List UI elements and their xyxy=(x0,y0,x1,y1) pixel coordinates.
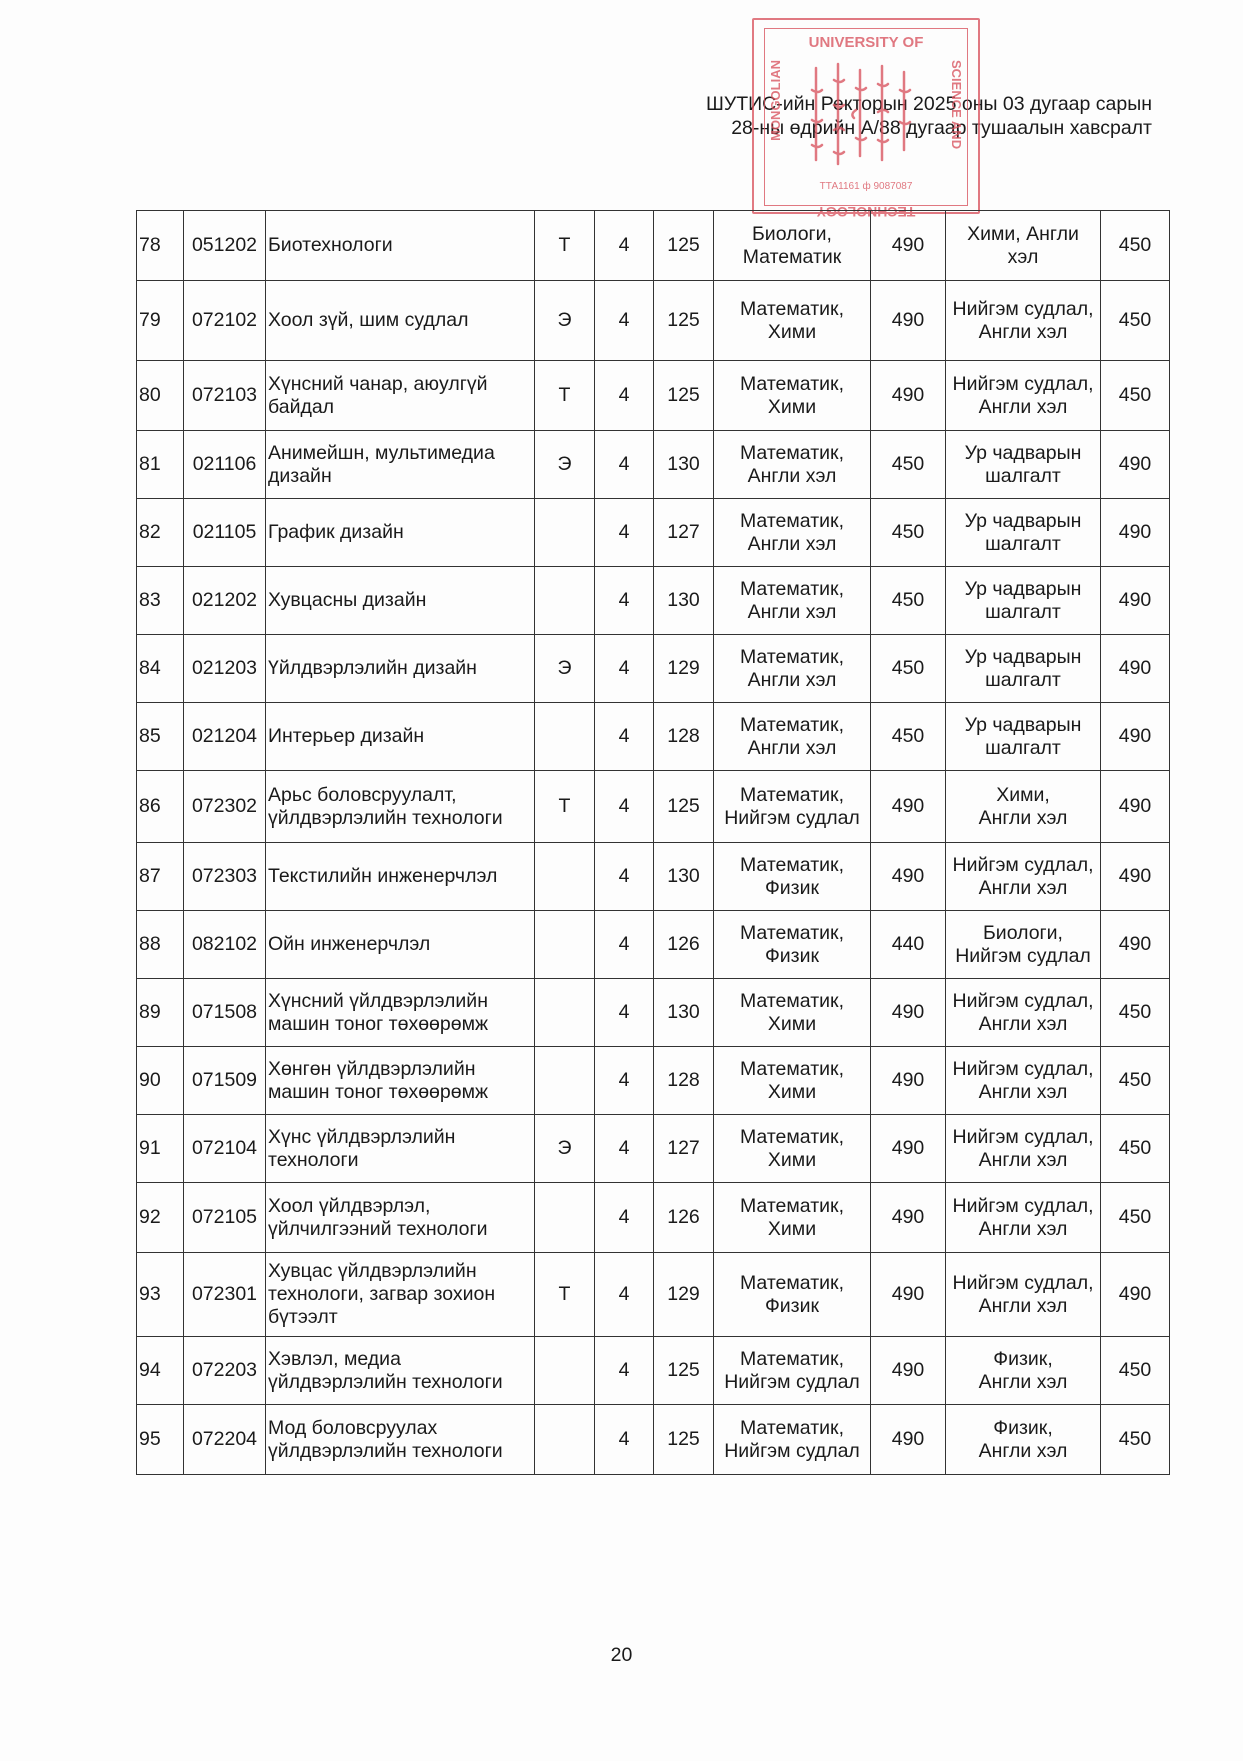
secondary-exam-subjects-cell: Ур чадварын шалгалт xyxy=(946,635,1101,703)
credit-count-cell: 130 xyxy=(654,431,714,499)
program-code-cell: 021202 xyxy=(184,567,266,635)
row-number-cell: 90 xyxy=(137,1047,184,1115)
credit-count-cell: 127 xyxy=(654,499,714,567)
program-code-cell: 051202 xyxy=(184,211,266,281)
table-row xyxy=(137,1115,1170,1183)
program-code-cell: 021106 xyxy=(184,431,266,499)
study-duration-cell: 4 xyxy=(595,1115,654,1183)
primary-threshold-score-cell: 490 xyxy=(871,1405,946,1475)
primary-exam-subjects-cell: Математик, Хими xyxy=(714,1183,871,1253)
program-mark-cell xyxy=(535,1183,595,1253)
program-name-cell: Интерьер дизайн xyxy=(266,703,535,771)
study-duration-cell: 4 xyxy=(595,1047,654,1115)
program-code-cell: 082102 xyxy=(184,911,266,979)
program-code-cell: 021105 xyxy=(184,499,266,567)
secondary-exam-subjects-cell: Нийгэм судлал, Англи хэл xyxy=(946,979,1101,1047)
row-number-cell: 84 xyxy=(137,635,184,703)
secondary-threshold-score-cell: 490 xyxy=(1101,1253,1170,1337)
secondary-exam-subjects-cell: Нийгэм судлал, Англи хэл xyxy=(946,361,1101,431)
program-name-cell: Текстилийн инженерчлэл xyxy=(266,843,535,911)
primary-threshold-score-cell: 490 xyxy=(871,1115,946,1183)
program-mark-cell: Т xyxy=(535,211,595,281)
program-code-cell: 021204 xyxy=(184,703,266,771)
row-number-cell: 88 xyxy=(137,911,184,979)
primary-threshold-score-cell: 490 xyxy=(871,771,946,843)
secondary-threshold-score-cell: 450 xyxy=(1101,1115,1170,1183)
primary-exam-subjects-cell: Математик, Нийгэм судлал xyxy=(714,771,871,843)
primary-threshold-score-cell: 450 xyxy=(871,567,946,635)
primary-exam-subjects-cell: Математик, Нийгэм судлал xyxy=(714,1337,871,1405)
row-number-cell: 87 xyxy=(137,843,184,911)
credit-count-cell: 126 xyxy=(654,911,714,979)
primary-threshold-score-cell: 450 xyxy=(871,635,946,703)
primary-exam-subjects-cell: Математик, Хими xyxy=(714,1115,871,1183)
primary-threshold-score-cell: 450 xyxy=(871,431,946,499)
table-row xyxy=(137,499,1170,567)
program-name-cell: Мод боловсруулах үйлдвэрлэлийн технологи xyxy=(266,1405,535,1475)
secondary-threshold-score-cell: 490 xyxy=(1101,635,1170,703)
row-number-cell: 93 xyxy=(137,1253,184,1337)
table-row xyxy=(137,1405,1170,1475)
table-row xyxy=(137,1337,1170,1405)
primary-threshold-score-cell: 490 xyxy=(871,361,946,431)
primary-exam-subjects-cell: Биологи, Математик xyxy=(714,211,871,281)
secondary-threshold-score-cell: 450 xyxy=(1101,281,1170,361)
table-row xyxy=(137,1253,1170,1337)
primary-exam-subjects-cell: Математик, Англи хэл xyxy=(714,567,871,635)
table-row xyxy=(137,911,1170,979)
table-row xyxy=(137,703,1170,771)
row-number-cell: 85 xyxy=(137,703,184,771)
primary-exam-subjects-cell: Математик, Хими xyxy=(714,281,871,361)
row-number-cell: 78 xyxy=(137,211,184,281)
credit-count-cell: 129 xyxy=(654,1253,714,1337)
study-duration-cell: 4 xyxy=(595,431,654,499)
table-row xyxy=(137,1047,1170,1115)
program-mark-cell: Т xyxy=(535,1253,595,1337)
table-row xyxy=(137,979,1170,1047)
program-code-cell: 071509 xyxy=(184,1047,266,1115)
study-duration-cell: 4 xyxy=(595,1337,654,1405)
program-name-cell: Ойн инженерчлэл xyxy=(266,911,535,979)
secondary-exam-subjects-cell: Нийгэм судлал, Англи хэл xyxy=(946,843,1101,911)
primary-exam-subjects-cell: Математик, Хими xyxy=(714,361,871,431)
study-duration-cell: 4 xyxy=(595,635,654,703)
primary-exam-subjects-cell: Математик, Физик xyxy=(714,843,871,911)
university-seal-stamp xyxy=(752,18,980,220)
program-code-cell: 072104 xyxy=(184,1115,266,1183)
primary-threshold-score-cell: 450 xyxy=(871,499,946,567)
row-number-cell: 94 xyxy=(137,1337,184,1405)
stamp-right-text: SCIENCE AND xyxy=(949,60,964,150)
primary-exam-subjects-cell: Математик, Нийгэм судлал xyxy=(714,1405,871,1475)
secondary-threshold-score-cell: 490 xyxy=(1101,911,1170,979)
program-name-cell: Хоол үйлдвэрлэл, үйлчилгээний технологи xyxy=(266,1183,535,1253)
program-mark-cell: Т xyxy=(535,361,595,431)
program-mark-cell: Э xyxy=(535,431,595,499)
secondary-threshold-score-cell: 450 xyxy=(1101,1337,1170,1405)
secondary-exam-subjects-cell: Нийгэм судлал, Англи хэл xyxy=(946,1115,1101,1183)
study-duration-cell: 4 xyxy=(595,1405,654,1475)
primary-exam-subjects-cell: Математик, Англи хэл xyxy=(714,703,871,771)
primary-threshold-score-cell: 490 xyxy=(871,211,946,281)
programs-table xyxy=(136,210,1170,1475)
program-mark-cell xyxy=(535,843,595,911)
program-name-cell: Хүнсний үйлдвэрлэлийн машин тоног төхөөрөмж xyxy=(266,979,535,1047)
program-mark-cell xyxy=(535,1047,595,1115)
program-code-cell: 071508 xyxy=(184,979,266,1047)
stamp-mongolian-script-icon xyxy=(804,60,914,170)
program-name-cell: Хувцас үйлдвэрлэлийн технологи, загвар зохион бүтээлт xyxy=(266,1253,535,1337)
program-name-cell: Хэвлэл, медиа үйлдвэрлэлийн технологи xyxy=(266,1337,535,1405)
program-mark-cell xyxy=(535,979,595,1047)
secondary-threshold-score-cell: 450 xyxy=(1101,979,1170,1047)
study-duration-cell: 4 xyxy=(595,1183,654,1253)
stamp-left-text: MONGOLIAN xyxy=(768,60,783,141)
row-number-cell: 95 xyxy=(137,1405,184,1475)
primary-threshold-score-cell: 440 xyxy=(871,911,946,979)
program-code-cell: 072301 xyxy=(184,1253,266,1337)
secondary-threshold-score-cell: 490 xyxy=(1101,431,1170,499)
credit-count-cell: 125 xyxy=(654,1405,714,1475)
stamp-registration-number: ТТА1161 ф 9087087 xyxy=(819,181,913,192)
program-code-cell: 072302 xyxy=(184,771,266,843)
program-name-cell: Хүнс үйлдвэрлэлийн технологи xyxy=(266,1115,535,1183)
secondary-threshold-score-cell: 450 xyxy=(1101,361,1170,431)
program-mark-cell xyxy=(535,1337,595,1405)
program-name-cell: Хоол зүй, шим судлал xyxy=(266,281,535,361)
program-name-cell: Үйлдвэрлэлийн дизайн xyxy=(266,635,535,703)
program-mark-cell xyxy=(535,911,595,979)
program-code-cell: 072102 xyxy=(184,281,266,361)
secondary-exam-subjects-cell: Биологи, Нийгэм судлал xyxy=(946,911,1101,979)
study-duration-cell: 4 xyxy=(595,567,654,635)
primary-threshold-score-cell: 490 xyxy=(871,1047,946,1115)
row-number-cell: 80 xyxy=(137,361,184,431)
secondary-exam-subjects-cell: Нийгэм судлал, Англи хэл xyxy=(946,1253,1101,1337)
credit-count-cell: 125 xyxy=(654,281,714,361)
primary-threshold-score-cell: 450 xyxy=(871,703,946,771)
table-row xyxy=(137,771,1170,843)
secondary-exam-subjects-cell: Нийгэм судлал, Англи хэл xyxy=(946,1183,1101,1253)
secondary-threshold-score-cell: 490 xyxy=(1101,771,1170,843)
row-number-cell: 83 xyxy=(137,567,184,635)
study-duration-cell: 4 xyxy=(595,211,654,281)
primary-threshold-score-cell: 490 xyxy=(871,1183,946,1253)
study-duration-cell: 4 xyxy=(595,911,654,979)
secondary-threshold-score-cell: 490 xyxy=(1101,567,1170,635)
secondary-threshold-score-cell: 450 xyxy=(1101,1047,1170,1115)
secondary-exam-subjects-cell: Ур чадварын шалгалт xyxy=(946,431,1101,499)
program-mark-cell: Т xyxy=(535,771,595,843)
row-number-cell: 91 xyxy=(137,1115,184,1183)
credit-count-cell: 129 xyxy=(654,635,714,703)
primary-threshold-score-cell: 490 xyxy=(871,281,946,361)
primary-exam-subjects-cell: Математик, Хими xyxy=(714,1047,871,1115)
primary-exam-subjects-cell: Математик, Англи хэл xyxy=(714,635,871,703)
table-row xyxy=(137,843,1170,911)
table-row xyxy=(137,635,1170,703)
row-number-cell: 92 xyxy=(137,1183,184,1253)
program-name-cell: Хувцасны дизайн xyxy=(266,567,535,635)
secondary-exam-subjects-cell: Ур чадварын шалгалт xyxy=(946,567,1101,635)
secondary-threshold-score-cell: 490 xyxy=(1101,499,1170,567)
program-code-cell: 072103 xyxy=(184,361,266,431)
program-code-cell: 072105 xyxy=(184,1183,266,1253)
secondary-exam-subjects-cell: Хими, Англи хэл xyxy=(946,211,1101,281)
program-name-cell: Хүнсний чанар, аюулгүй байдал xyxy=(266,361,535,431)
program-code-cell: 072303 xyxy=(184,843,266,911)
row-number-cell: 82 xyxy=(137,499,184,567)
primary-exam-subjects-cell: Математик, Англи хэл xyxy=(714,499,871,567)
table-row xyxy=(137,281,1170,361)
program-mark-cell xyxy=(535,567,595,635)
secondary-exam-subjects-cell: Хими, Англи хэл xyxy=(946,771,1101,843)
credit-count-cell: 125 xyxy=(654,211,714,281)
program-name-cell: Анимейшн, мультимедиа дизайн xyxy=(266,431,535,499)
study-duration-cell: 4 xyxy=(595,843,654,911)
program-mark-cell xyxy=(535,703,595,771)
stamp-top-text: UNIVERSITY OF xyxy=(808,34,924,51)
credit-count-cell: 125 xyxy=(654,1337,714,1405)
program-mark-cell xyxy=(535,1405,595,1475)
row-number-cell: 89 xyxy=(137,979,184,1047)
study-duration-cell: 4 xyxy=(595,361,654,431)
secondary-exam-subjects-cell: Физик, Англи хэл xyxy=(946,1405,1101,1475)
credit-count-cell: 128 xyxy=(654,703,714,771)
table-row xyxy=(137,567,1170,635)
table-row xyxy=(137,361,1170,431)
credit-count-cell: 127 xyxy=(654,1115,714,1183)
secondary-threshold-score-cell: 490 xyxy=(1101,703,1170,771)
program-mark-cell: Э xyxy=(535,1115,595,1183)
secondary-threshold-score-cell: 450 xyxy=(1101,211,1170,281)
program-mark-cell: Э xyxy=(535,635,595,703)
secondary-exam-subjects-cell: Физик, Англи хэл xyxy=(946,1337,1101,1405)
table-row xyxy=(137,211,1170,281)
program-name-cell: Арьс боловсруулалт, үйлдвэрлэлийн технологи xyxy=(266,771,535,843)
program-mark-cell: Э xyxy=(535,281,595,361)
header-line-1: ШУТИС-ийн Ректорын 2025 оны 03 дугаар сарын xyxy=(705,93,1152,115)
program-code-cell: 072203 xyxy=(184,1337,266,1405)
primary-threshold-score-cell: 490 xyxy=(871,979,946,1047)
primary-threshold-score-cell: 490 xyxy=(871,1337,946,1405)
credit-count-cell: 126 xyxy=(654,1183,714,1253)
program-name-cell: График дизайн xyxy=(266,499,535,567)
secondary-exam-subjects-cell: Нийгэм судлал, Англи хэл xyxy=(946,1047,1101,1115)
study-duration-cell: 4 xyxy=(595,499,654,567)
row-number-cell: 79 xyxy=(137,281,184,361)
programs-table-body xyxy=(137,211,1170,1475)
program-name-cell: Биотехнологи xyxy=(266,211,535,281)
study-duration-cell: 4 xyxy=(595,1253,654,1337)
credit-count-cell: 130 xyxy=(654,567,714,635)
secondary-threshold-score-cell: 450 xyxy=(1101,1405,1170,1475)
primary-exam-subjects-cell: Математик, Физик xyxy=(714,1253,871,1337)
credit-count-cell: 128 xyxy=(654,1047,714,1115)
credit-count-cell: 125 xyxy=(654,771,714,843)
secondary-threshold-score-cell: 450 xyxy=(1101,1183,1170,1253)
program-name-cell: Хөнгөн үйлдвэрлэлийн машин тоног төхөөрөмж xyxy=(266,1047,535,1115)
program-mark-cell xyxy=(535,499,595,567)
primary-exam-subjects-cell: Математик, Физик xyxy=(714,911,871,979)
secondary-exam-subjects-cell: Ур чадварын шалгалт xyxy=(946,499,1101,567)
stamp-bottom-text: TECHNOLOGY xyxy=(816,204,916,220)
row-number-cell: 81 xyxy=(137,431,184,499)
secondary-exam-subjects-cell: Нийгэм судлал, Англи хэл xyxy=(946,281,1101,361)
credit-count-cell: 130 xyxy=(654,979,714,1047)
study-duration-cell: 4 xyxy=(595,979,654,1047)
study-duration-cell: 4 xyxy=(595,771,654,843)
secondary-exam-subjects-cell: Ур чадварын шалгалт xyxy=(946,703,1101,771)
primary-threshold-score-cell: 490 xyxy=(871,843,946,911)
program-code-cell: 072204 xyxy=(184,1405,266,1475)
table-row xyxy=(137,431,1170,499)
study-duration-cell: 4 xyxy=(595,281,654,361)
page-number: 20 xyxy=(610,1644,633,1666)
program-code-cell: 021203 xyxy=(184,635,266,703)
table-row xyxy=(137,1183,1170,1253)
study-duration-cell: 4 xyxy=(595,703,654,771)
primary-exam-subjects-cell: Математик, Хими xyxy=(714,979,871,1047)
header-line-2: 28-ны өдрийн А/88 дугаар тушаалын хавсралт xyxy=(731,117,1152,139)
secondary-threshold-score-cell: 490 xyxy=(1101,843,1170,911)
credit-count-cell: 130 xyxy=(654,843,714,911)
primary-exam-subjects-cell: Математик, Англи хэл xyxy=(714,431,871,499)
credit-count-cell: 125 xyxy=(654,361,714,431)
primary-threshold-score-cell: 490 xyxy=(871,1253,946,1337)
row-number-cell: 86 xyxy=(137,771,184,843)
